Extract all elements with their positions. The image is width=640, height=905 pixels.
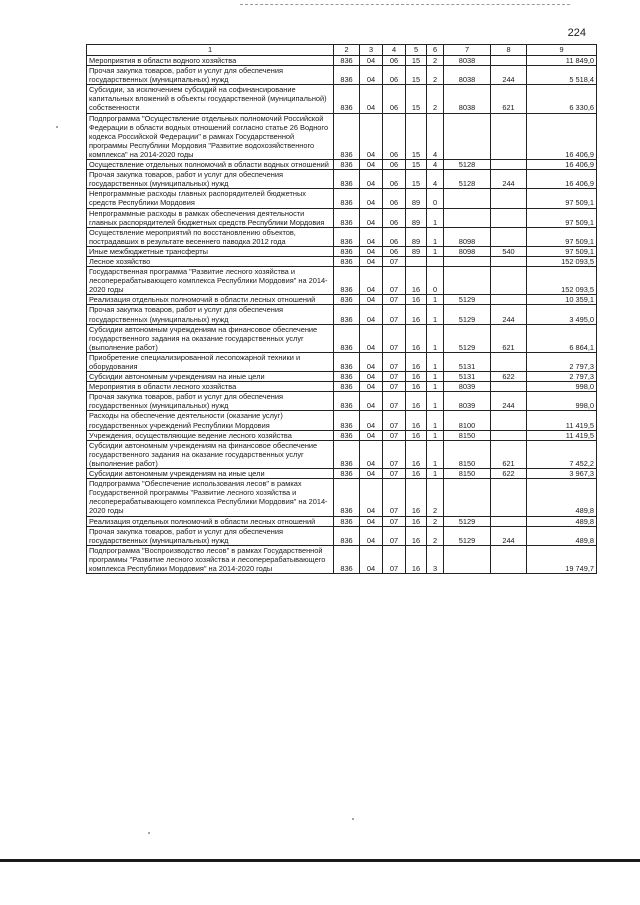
row-code-cell: 5128 [444, 170, 491, 189]
row-name-cell: Подпрограмма "Воспроизводство лесов" в рамках Государственной программы "Развитие лесного хозяйства и лесоперерабатывающего комплекса Республики Мордовия" на 2014-2020 годы [87, 545, 334, 573]
row-name-cell: Осуществление отдельных полномочий в области водных отношений [87, 160, 334, 170]
row-amount-cell: 3 495,0 [527, 305, 597, 324]
row-code-cell: 836 [334, 85, 360, 113]
row-code-cell [444, 208, 491, 227]
row-code-cell: 06 [383, 56, 406, 66]
table-row [87, 56, 597, 66]
row-code-cell: 07 [383, 382, 406, 392]
row-code-cell: 2 [427, 526, 444, 545]
row-code-cell: 836 [334, 479, 360, 516]
page-number: 224 [567, 27, 586, 39]
table-row [87, 352, 597, 371]
row-code-cell: 836 [334, 56, 360, 66]
row-code-cell [491, 208, 527, 227]
row-amount-cell: 10 359,1 [527, 295, 597, 305]
table-row [87, 372, 597, 382]
row-code-cell: 16 [406, 526, 427, 545]
row-code-cell: 04 [360, 246, 383, 256]
row-code-cell: 1 [427, 382, 444, 392]
row-code-cell: 07 [383, 324, 406, 352]
row-code-cell: 1 [427, 227, 444, 246]
row-name-cell: Субсидии автономным учреждениям на финансовое обеспечение государственного задания на оказание государственных услуг (выполнение работ) [87, 440, 334, 468]
row-code-cell: 89 [406, 189, 427, 208]
row-amount-cell: 998,0 [527, 382, 597, 392]
row-code-cell: 2 [427, 85, 444, 113]
table-row [87, 411, 597, 430]
row-amount-cell: 2 797,3 [527, 372, 597, 382]
row-code-cell [427, 256, 444, 266]
budget-table [86, 44, 597, 574]
row-code-cell: 8150 [444, 430, 491, 440]
row-code-cell: 07 [383, 392, 406, 411]
row-code-cell: 16 [406, 324, 427, 352]
row-name-cell: Непрограммные расходы в рамках обеспечения деятельности главных распорядителей бюджетных средств Республики Мордовия [87, 208, 334, 227]
row-code-cell: 8038 [444, 85, 491, 113]
row-code-cell: 07 [383, 305, 406, 324]
row-code-cell: 04 [360, 267, 383, 295]
row-code-cell: 16 [406, 267, 427, 295]
row-code-cell: 622 [491, 372, 527, 382]
table-row [87, 324, 597, 352]
row-amount-cell: 489,8 [527, 479, 597, 516]
row-code-cell: 244 [491, 66, 527, 85]
row-name-cell: Реализация отдельных полномочий в области лесных отношений [87, 295, 334, 305]
table-header-row [87, 45, 597, 56]
row-code-cell: 04 [360, 56, 383, 66]
row-code-cell: 0 [427, 189, 444, 208]
column-header: 2 [334, 45, 360, 56]
row-code-cell: 8038 [444, 66, 491, 85]
row-name-cell: Прочая закупка товаров, работ и услуг для обеспечения государственных (муниципальных) нужд [87, 392, 334, 411]
row-code-cell: 06 [383, 246, 406, 256]
row-code-cell: 836 [334, 372, 360, 382]
row-code-cell: 07 [383, 440, 406, 468]
row-code-cell: 16 [406, 516, 427, 526]
row-code-cell: 04 [360, 66, 383, 85]
row-code-cell: 04 [360, 227, 383, 246]
row-code-cell: 4 [427, 160, 444, 170]
row-amount-cell: 6 330,6 [527, 85, 597, 113]
row-amount-cell: 97 509,1 [527, 208, 597, 227]
row-code-cell [491, 160, 527, 170]
row-code-cell [444, 479, 491, 516]
row-code-cell: 4 [427, 170, 444, 189]
row-code-cell: 3 [427, 545, 444, 573]
column-header: 8 [491, 45, 527, 56]
row-amount-cell: 97 509,1 [527, 227, 597, 246]
row-name-cell: Государственная программа "Развитие лесного хозяйства и лесоперерабатывающего комплекса Республики Мордовия" на 2014-2020 годы [87, 267, 334, 295]
row-code-cell: 836 [334, 160, 360, 170]
row-code-cell: 836 [334, 526, 360, 545]
table-row [87, 392, 597, 411]
table-row [87, 256, 597, 266]
row-code-cell [491, 267, 527, 295]
table-row [87, 189, 597, 208]
row-code-cell [491, 227, 527, 246]
row-amount-cell: 152 093,5 [527, 267, 597, 295]
row-name-cell: Расходы на обеспечение деятельности (оказание услуг) государственных учреждений Республики Мордовия [87, 411, 334, 430]
row-code-cell: 04 [360, 324, 383, 352]
table-row [87, 227, 597, 246]
row-code-cell: 244 [491, 526, 527, 545]
row-code-cell: 836 [334, 170, 360, 189]
row-code-cell: 244 [491, 392, 527, 411]
column-header: 6 [427, 45, 444, 56]
row-code-cell: 8150 [444, 440, 491, 468]
row-code-cell: 540 [491, 246, 527, 256]
row-code-cell: 836 [334, 411, 360, 430]
row-code-cell: 06 [383, 66, 406, 85]
row-code-cell: 836 [334, 392, 360, 411]
row-code-cell: 07 [383, 479, 406, 516]
row-code-cell [444, 189, 491, 208]
row-code-cell: 04 [360, 160, 383, 170]
row-code-cell [491, 516, 527, 526]
scan-edge-line [240, 4, 570, 5]
row-code-cell: 04 [360, 208, 383, 227]
row-code-cell: 836 [334, 305, 360, 324]
row-amount-cell: 998,0 [527, 392, 597, 411]
row-code-cell: 16 [406, 392, 427, 411]
scan-speck [56, 126, 58, 128]
row-code-cell: 04 [360, 440, 383, 468]
table-row [87, 440, 597, 468]
row-code-cell: 1 [427, 305, 444, 324]
row-code-cell: 16 [406, 430, 427, 440]
row-code-cell: 621 [491, 440, 527, 468]
row-code-cell: 836 [334, 440, 360, 468]
row-code-cell: 1 [427, 440, 444, 468]
row-code-cell: 8100 [444, 411, 491, 430]
row-code-cell: 836 [334, 189, 360, 208]
page-bottom-edge [0, 859, 640, 862]
table-row [87, 305, 597, 324]
row-code-cell: 5131 [444, 372, 491, 382]
row-code-cell: 1 [427, 392, 444, 411]
row-amount-cell: 97 509,1 [527, 246, 597, 256]
column-header: 1 [87, 45, 334, 56]
scan-speck [352, 818, 354, 820]
row-code-cell: 836 [334, 352, 360, 371]
row-amount-cell: 3 967,3 [527, 469, 597, 479]
row-code-cell: 16 [406, 469, 427, 479]
column-header: 9 [527, 45, 597, 56]
row-name-cell: Мероприятия в области водного хозяйства [87, 56, 334, 66]
row-code-cell: 836 [334, 113, 360, 159]
row-code-cell: 04 [360, 372, 383, 382]
row-code-cell: 5129 [444, 324, 491, 352]
row-code-cell: 16 [406, 440, 427, 468]
row-amount-cell: 5 518,4 [527, 66, 597, 85]
row-name-cell: Реализация отдельных полномочий в области лесных отношений [87, 516, 334, 526]
row-code-cell [491, 295, 527, 305]
row-code-cell: 06 [383, 227, 406, 246]
row-name-cell: Прочая закупка товаров, работ и услуг для обеспечения государственных (муниципальных) нужд [87, 66, 334, 85]
row-code-cell: 16 [406, 295, 427, 305]
row-code-cell: 8038 [444, 56, 491, 66]
row-code-cell: 2 [427, 66, 444, 85]
row-code-cell: 07 [383, 256, 406, 266]
row-name-cell: Субсидии автономным учреждениям на иные цели [87, 372, 334, 382]
row-code-cell: 16 [406, 411, 427, 430]
table-row [87, 516, 597, 526]
row-amount-cell: 11 419,5 [527, 430, 597, 440]
column-header: 7 [444, 45, 491, 56]
row-code-cell: 5131 [444, 352, 491, 371]
row-code-cell: 07 [383, 411, 406, 430]
row-name-cell: Мероприятия в области лесного хозяйства [87, 382, 334, 392]
row-code-cell: 2 [427, 56, 444, 66]
row-code-cell [491, 545, 527, 573]
row-code-cell [491, 430, 527, 440]
row-code-cell [491, 479, 527, 516]
row-name-cell: Прочая закупка товаров, работ и услуг для обеспечения государственных (муниципальных) нужд [87, 170, 334, 189]
row-code-cell: 16 [406, 305, 427, 324]
row-code-cell: 836 [334, 208, 360, 227]
row-code-cell: 07 [383, 430, 406, 440]
row-code-cell: 04 [360, 411, 383, 430]
row-code-cell: 836 [334, 545, 360, 573]
row-code-cell: 622 [491, 469, 527, 479]
row-code-cell: 06 [383, 189, 406, 208]
row-code-cell: 07 [383, 295, 406, 305]
row-name-cell: Непрограммные расходы главных распорядителей бюджетных средств Республики Мордовия [87, 189, 334, 208]
row-amount-cell: 11 849,0 [527, 56, 597, 66]
row-code-cell: 836 [334, 469, 360, 479]
row-code-cell: 04 [360, 430, 383, 440]
row-amount-cell: 489,8 [527, 516, 597, 526]
row-code-cell: 04 [360, 382, 383, 392]
row-code-cell: 8039 [444, 392, 491, 411]
row-code-cell: 15 [406, 56, 427, 66]
row-amount-cell: 19 749,7 [527, 545, 597, 573]
row-code-cell: 04 [360, 305, 383, 324]
row-code-cell: 04 [360, 256, 383, 266]
row-code-cell [444, 545, 491, 573]
table-row [87, 246, 597, 256]
row-code-cell: 04 [360, 516, 383, 526]
row-code-cell [491, 411, 527, 430]
row-code-cell: 16 [406, 479, 427, 516]
table-row [87, 160, 597, 170]
table-row [87, 526, 597, 545]
row-code-cell: 89 [406, 227, 427, 246]
row-code-cell [491, 113, 527, 159]
row-code-cell: 836 [334, 516, 360, 526]
row-amount-cell: 2 797,3 [527, 352, 597, 371]
column-header: 5 [406, 45, 427, 56]
row-code-cell: 5128 [444, 160, 491, 170]
row-code-cell: 0 [427, 267, 444, 295]
row-code-cell: 621 [491, 85, 527, 113]
row-code-cell [491, 256, 527, 266]
row-code-cell: 836 [334, 324, 360, 352]
row-amount-cell: 489,8 [527, 526, 597, 545]
row-code-cell [444, 256, 491, 266]
row-code-cell: 06 [383, 113, 406, 159]
row-name-cell: Субсидии автономным учреждениям на финансовое обеспечение государственного задания на оказание государственных услуг (выполнение работ) [87, 324, 334, 352]
row-code-cell: 1 [427, 430, 444, 440]
row-code-cell: 06 [383, 170, 406, 189]
row-code-cell: 04 [360, 170, 383, 189]
row-code-cell: 15 [406, 85, 427, 113]
table-row [87, 479, 597, 516]
row-code-cell: 2 [427, 516, 444, 526]
row-code-cell: 04 [360, 392, 383, 411]
row-code-cell: 836 [334, 227, 360, 246]
row-amount-cell: 16 406,9 [527, 160, 597, 170]
row-name-cell: Субсидии автономным учреждениям на иные цели [87, 469, 334, 479]
table-row [87, 113, 597, 159]
row-code-cell: 8098 [444, 246, 491, 256]
table-row [87, 85, 597, 113]
table-row [87, 382, 597, 392]
row-code-cell [444, 267, 491, 295]
row-code-cell: 04 [360, 113, 383, 159]
row-code-cell: 15 [406, 113, 427, 159]
row-name-cell: Осуществление мероприятий по восстановлению объектов, пострадавших в результате весеннего паводка 2012 года [87, 227, 334, 246]
row-code-cell: 04 [360, 352, 383, 371]
row-code-cell: 8150 [444, 469, 491, 479]
row-code-cell: 836 [334, 430, 360, 440]
row-name-cell: Прочая закупка товаров, работ и услуг для обеспечения государственных (муниципальных) нужд [87, 526, 334, 545]
row-code-cell: 04 [360, 479, 383, 516]
row-code-cell: 89 [406, 246, 427, 256]
row-code-cell [491, 56, 527, 66]
row-code-cell: 5129 [444, 295, 491, 305]
row-code-cell: 07 [383, 545, 406, 573]
row-code-cell: 04 [360, 85, 383, 113]
row-name-cell: Субсидии, за исключением субсидий на софинансирование капитальных вложений в объекты государственной (муниципальной) собственности [87, 85, 334, 113]
row-code-cell: 07 [383, 372, 406, 382]
row-amount-cell: 7 452,2 [527, 440, 597, 468]
row-code-cell: 04 [360, 526, 383, 545]
row-code-cell: 16 [406, 352, 427, 371]
row-code-cell: 16 [406, 372, 427, 382]
row-code-cell: 89 [406, 208, 427, 227]
row-amount-cell: 16 406,9 [527, 170, 597, 189]
row-code-cell: 244 [491, 170, 527, 189]
table-body [87, 56, 597, 574]
row-code-cell: 1 [427, 246, 444, 256]
row-code-cell: 16 [406, 545, 427, 573]
scan-speck [148, 832, 150, 834]
table-row [87, 469, 597, 479]
row-name-cell: Подпрограмма "Обеспечение использования лесов" в рамках Государственной программы "Развитие лесного хозяйства и лесоперерабатывающего комплекса Республики Мордовия" на 2014-2020 годы [87, 479, 334, 516]
row-amount-cell: 6 864,1 [527, 324, 597, 352]
row-code-cell: 06 [383, 85, 406, 113]
row-code-cell: 836 [334, 66, 360, 85]
row-code-cell: 07 [383, 352, 406, 371]
row-code-cell: 04 [360, 469, 383, 479]
row-code-cell: 07 [383, 516, 406, 526]
row-code-cell: 06 [383, 208, 406, 227]
row-code-cell: 06 [383, 160, 406, 170]
row-code-cell: 04 [360, 295, 383, 305]
row-code-cell: 836 [334, 256, 360, 266]
row-code-cell: 5129 [444, 305, 491, 324]
row-code-cell: 15 [406, 66, 427, 85]
row-name-cell: Прочая закупка товаров, работ и услуг для обеспечения государственных (муниципальных) нужд [87, 305, 334, 324]
row-code-cell: 1 [427, 411, 444, 430]
row-code-cell: 4 [427, 113, 444, 159]
row-code-cell: 07 [383, 267, 406, 295]
row-code-cell: 1 [427, 295, 444, 305]
row-code-cell [491, 352, 527, 371]
row-code-cell: 836 [334, 246, 360, 256]
row-code-cell: 1 [427, 469, 444, 479]
row-code-cell: 04 [360, 189, 383, 208]
row-name-cell: Подпрограмма "Осуществление отдельных полномочий Российской Федерации в области водных отношений согласно статье 26 Водного кодекса Российской Федерации" в рамках Государственной программы Республики Мордовия "Развитие водохозяйственного комплекса" на 2014-2020 годы [87, 113, 334, 159]
column-header: 3 [360, 45, 383, 56]
row-code-cell: 836 [334, 382, 360, 392]
row-amount-cell: 152 093,5 [527, 256, 597, 266]
row-code-cell: 1 [427, 324, 444, 352]
row-code-cell [491, 382, 527, 392]
row-code-cell [444, 113, 491, 159]
column-header: 4 [383, 45, 406, 56]
table-row [87, 295, 597, 305]
row-code-cell: 16 [406, 382, 427, 392]
row-code-cell: 1 [427, 352, 444, 371]
row-code-cell [406, 256, 427, 266]
row-code-cell: 15 [406, 170, 427, 189]
row-code-cell: 621 [491, 324, 527, 352]
table-row [87, 208, 597, 227]
row-name-cell: Приобретение специализированной лесопожарной техники и оборудования [87, 352, 334, 371]
row-code-cell: 5129 [444, 526, 491, 545]
row-amount-cell: 11 419,5 [527, 411, 597, 430]
row-code-cell: 1 [427, 372, 444, 382]
row-code-cell: 836 [334, 295, 360, 305]
table-row [87, 545, 597, 573]
row-name-cell: Учреждения, осуществляющие ведение лесного хозяйства [87, 430, 334, 440]
table-row [87, 66, 597, 85]
table-row [87, 170, 597, 189]
row-code-cell: 04 [360, 545, 383, 573]
table-row [87, 267, 597, 295]
row-code-cell: 1 [427, 208, 444, 227]
row-amount-cell: 16 406,9 [527, 113, 597, 159]
row-code-cell: 244 [491, 305, 527, 324]
row-code-cell: 15 [406, 160, 427, 170]
row-code-cell [491, 189, 527, 208]
row-code-cell: 5129 [444, 516, 491, 526]
row-code-cell: 8039 [444, 382, 491, 392]
row-code-cell: 836 [334, 267, 360, 295]
row-code-cell: 8098 [444, 227, 491, 246]
row-code-cell: 07 [383, 526, 406, 545]
row-code-cell: 2 [427, 479, 444, 516]
row-amount-cell: 97 509,1 [527, 189, 597, 208]
row-code-cell: 07 [383, 469, 406, 479]
row-name-cell: Лесное хозяйство [87, 256, 334, 266]
row-name-cell: Иные межбюджетные трансферты [87, 246, 334, 256]
table-row [87, 430, 597, 440]
